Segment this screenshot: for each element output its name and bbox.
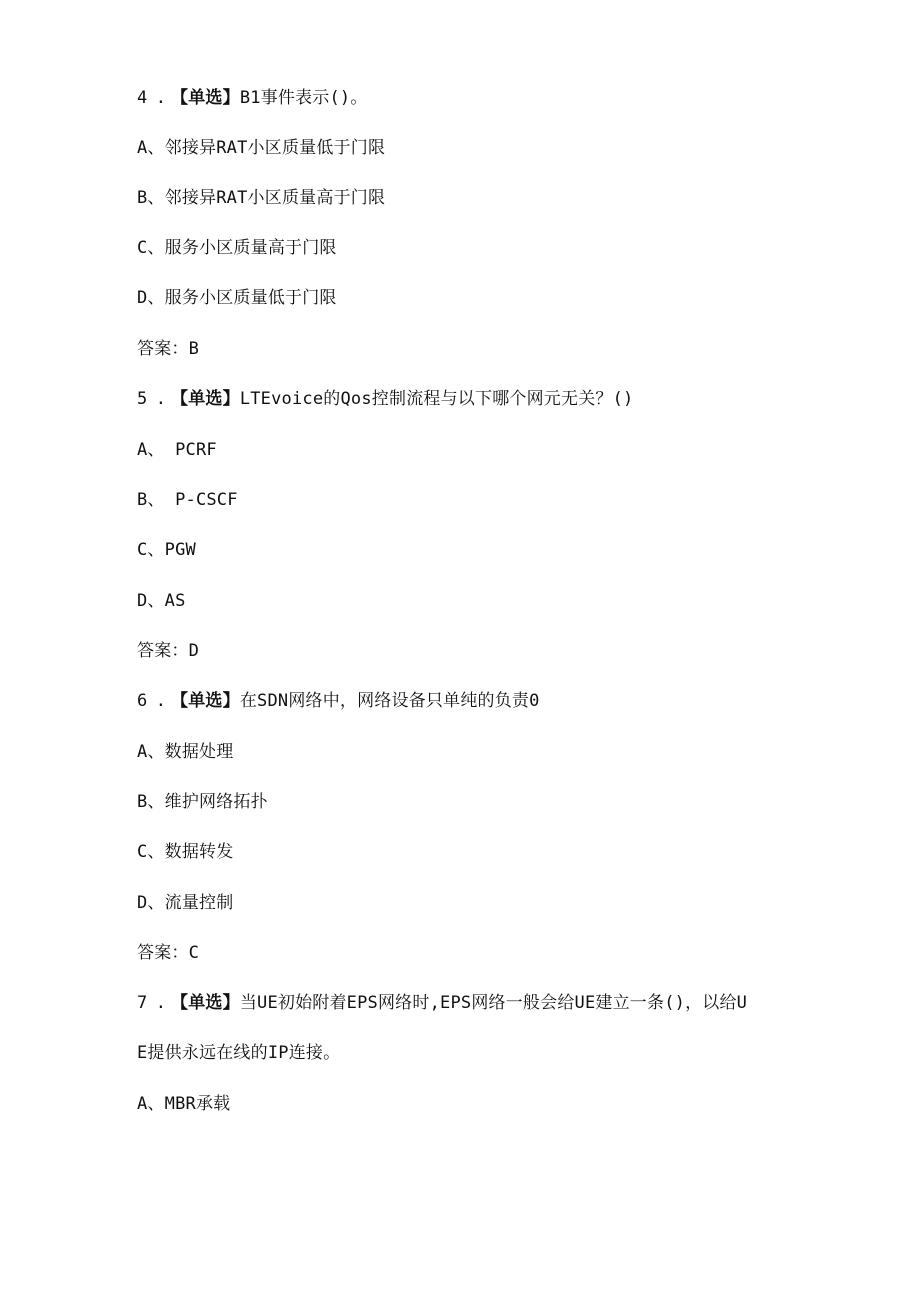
question-7-stem-continuation: E提供永远在线的IP连接。 — [137, 1043, 341, 1063]
question-text: 在SDN网络中，网络设备只单纯的负责0 — [239, 691, 540, 711]
question-dot: . — [155, 993, 167, 1013]
question-5-answer: 答案：D — [137, 641, 200, 661]
question-5-option-d: D、AS — [137, 591, 186, 611]
question-4-answer: 答案：B — [137, 339, 200, 359]
question-dot: . — [155, 691, 167, 711]
question-4-stem — [137, 86, 777, 110]
question-type-tag: 【单选】 — [171, 993, 240, 1013]
question-4-option-a: A、邻接异RAT小区质量低于门限 — [137, 138, 386, 158]
question-number: 7 — [137, 993, 148, 1013]
question-type-tag: 【单选】 — [171, 389, 240, 409]
question-6-option-b: B、维护网络拓扑 — [137, 792, 268, 812]
question-text: 当UE初始附着EPS网络时,EPS网络一般会给UE建立一条()，以给U — [239, 993, 748, 1013]
question-6-option-c: C、数据转发 — [137, 842, 234, 862]
question-type-tag: 【单选】 — [171, 88, 240, 108]
question-5-option-a: A、 PCRF — [137, 440, 217, 460]
question-4-option-c: C、服务小区质量高于门限 — [137, 238, 337, 258]
question-5-stem — [137, 387, 777, 411]
question-text: LTEvoice的Qos控制流程与以下哪个网元无关？() — [239, 389, 634, 409]
question-number: 5 — [137, 389, 148, 409]
question-7-option-a: A、MBR承载 — [137, 1094, 231, 1114]
question-number: 6 — [137, 691, 148, 711]
question-7-stem — [137, 991, 777, 1015]
question-6-option-d: D、流量控制 — [137, 893, 234, 913]
question-6-stem — [137, 689, 777, 713]
question-text: B1事件表示()。 — [239, 88, 368, 108]
question-type-tag: 【单选】 — [171, 691, 240, 711]
question-4-option-b: B、邻接异RAT小区质量高于门限 — [137, 188, 386, 208]
question-6-answer: 答案：C — [137, 943, 200, 963]
question-number: 4 — [137, 88, 148, 108]
question-6-option-a: A、数据处理 — [137, 742, 234, 762]
question-dot: . — [155, 88, 167, 108]
question-5-option-b: B、 P-CSCF — [137, 490, 238, 510]
question-5-option-c: C、PGW — [137, 540, 196, 560]
question-4-option-d: D、服务小区质量低于门限 — [137, 288, 337, 308]
question-dot: . — [155, 389, 167, 409]
